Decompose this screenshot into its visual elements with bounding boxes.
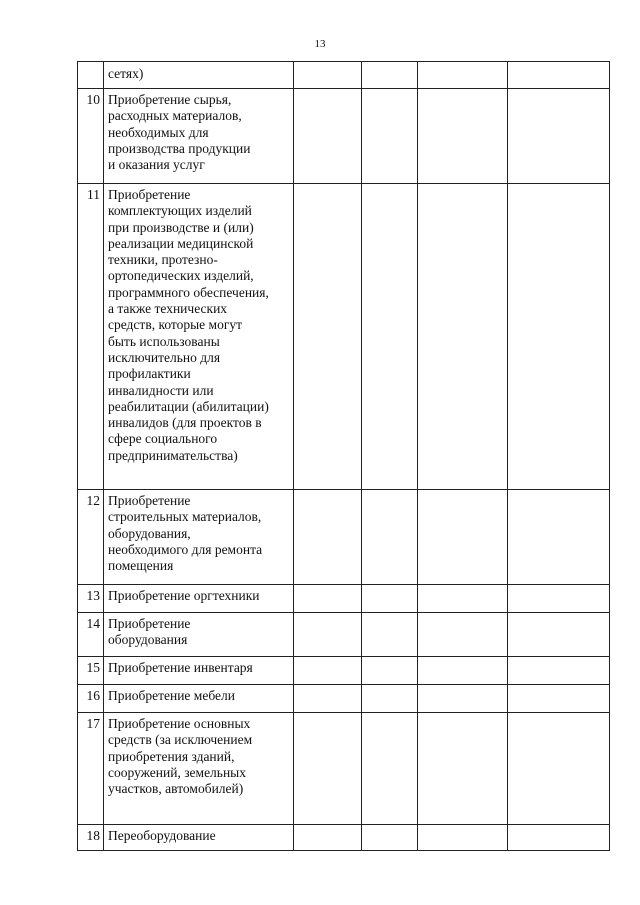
expense-item-line: предпринимательства): [108, 447, 238, 463]
expense-item-line: строительных материалов,: [108, 509, 262, 525]
empty-value-cell: [362, 685, 418, 713]
expense-item-line: и оказания услуг: [108, 157, 205, 173]
expense-item-line: Приобретение: [108, 493, 191, 508]
table-row: [78, 613, 610, 657]
table-row: [78, 685, 610, 713]
empty-value-cell: [294, 585, 362, 613]
empty-value-cell: [294, 613, 362, 657]
expense-item-line: оборудования,: [108, 525, 191, 541]
empty-value-cell: [418, 685, 508, 713]
empty-value-cell: [418, 89, 508, 184]
empty-value-cell: [508, 657, 610, 685]
empty-value-cell: [362, 490, 418, 585]
expense-item-line: необходимого для ремонта: [108, 541, 263, 557]
expense-item-line: Приобретение сырья,: [108, 92, 232, 107]
empty-value-cell: [362, 184, 418, 490]
expense-item-line: Приобретение: [108, 187, 191, 202]
expense-item-line: а также технических: [108, 301, 228, 317]
expense-item-line: оборудования: [108, 632, 188, 648]
empty-value-cell: [362, 585, 418, 613]
row-number: 12: [78, 490, 104, 585]
expense-item-line: ортопедических изделий,: [108, 268, 254, 284]
empty-value-cell: [508, 184, 610, 490]
expense-item-cell: [104, 184, 294, 490]
expense-item-line: исключительно для: [108, 349, 221, 365]
expense-item-line: необходимых для: [108, 124, 209, 140]
table-row: [78, 490, 610, 585]
page-number: 13: [314, 38, 326, 50]
expense-item-cell: [104, 657, 294, 685]
empty-value-cell: [418, 613, 508, 657]
expense-item-line: инвалидов (для проектов в: [108, 415, 262, 431]
expense-item-line: Приобретение оргтехники: [108, 588, 260, 603]
expense-item-line: сооружений, земельных: [108, 764, 246, 780]
row-number: 16: [78, 685, 104, 713]
empty-value-cell: [362, 657, 418, 685]
row-number: [78, 62, 104, 89]
row-number: 11: [78, 184, 104, 490]
empty-value-cell: [508, 585, 610, 613]
empty-value-cell: [508, 62, 610, 89]
expense-item-line: расходных материалов,: [108, 108, 242, 124]
empty-value-cell: [508, 490, 610, 585]
expense-item-line: приобретения зданий,: [108, 748, 235, 764]
expense-table: [77, 61, 610, 851]
expense-item-line: комплектующих изделий: [108, 203, 252, 219]
empty-value-cell: [294, 89, 362, 184]
expense-item-line: программного обеспечения,: [108, 284, 269, 300]
table-row: [78, 657, 610, 685]
table-row: [78, 825, 610, 851]
expense-item-line: участков, автомобилей): [108, 781, 244, 797]
expense-item-line: производства продукции: [108, 140, 251, 156]
expense-item-cell: [104, 89, 294, 184]
empty-value-cell: [508, 89, 610, 184]
empty-value-cell: [418, 585, 508, 613]
expense-item-cell: [104, 825, 294, 851]
table-row: [78, 89, 610, 184]
row-number: 18: [78, 825, 104, 851]
expense-item-line: сетях): [108, 66, 144, 81]
table-row: [78, 713, 610, 825]
expense-item-cell: [104, 713, 294, 825]
empty-value-cell: [418, 490, 508, 585]
empty-value-cell: [418, 657, 508, 685]
empty-value-cell: [294, 62, 362, 89]
expense-item-line: быть использованы: [108, 333, 220, 349]
empty-value-cell: [362, 613, 418, 657]
expense-item-line: Приобретение инвентаря: [108, 660, 253, 675]
empty-value-cell: [362, 89, 418, 184]
expense-item-line: при производстве и (или): [108, 219, 254, 235]
expense-item-cell: [104, 585, 294, 613]
empty-value-cell: [294, 184, 362, 490]
expense-item-line: Приобретение: [108, 616, 191, 631]
row-number: 10: [78, 89, 104, 184]
expense-item-line: средств (за исключением: [108, 732, 253, 748]
empty-value-cell: [362, 825, 418, 851]
expense-item-cell: [104, 685, 294, 713]
expense-item-cell: [104, 490, 294, 585]
row-number: 15: [78, 657, 104, 685]
expense-item-line: профилактики: [108, 366, 191, 382]
empty-value-cell: [418, 62, 508, 89]
empty-value-cell: [362, 62, 418, 89]
empty-value-cell: [508, 613, 610, 657]
expense-item-line: инвалидности или: [108, 382, 214, 398]
row-number: 13: [78, 585, 104, 613]
row-number: 14: [78, 613, 104, 657]
expense-item-line: Приобретение основных: [108, 716, 251, 731]
expense-item-line: сфере социального: [108, 431, 218, 447]
expense-item-line: Переоборудование: [108, 828, 216, 843]
table-row: [78, 62, 610, 89]
empty-value-cell: [418, 825, 508, 851]
empty-value-cell: [294, 657, 362, 685]
expense-item-cell: [104, 62, 294, 89]
empty-value-cell: [508, 825, 610, 851]
empty-value-cell: [508, 685, 610, 713]
row-number: 17: [78, 713, 104, 825]
empty-value-cell: [508, 713, 610, 825]
empty-value-cell: [362, 713, 418, 825]
empty-value-cell: [294, 713, 362, 825]
empty-value-cell: [294, 825, 362, 851]
empty-value-cell: [294, 490, 362, 585]
expense-item-line: реализации медицинской: [108, 235, 254, 251]
empty-value-cell: [418, 184, 508, 490]
empty-value-cell: [294, 685, 362, 713]
expense-item-line: Приобретение мебели: [108, 688, 235, 703]
table-row: [78, 184, 610, 490]
expense-item-line: средств, которые могут: [108, 317, 243, 333]
expense-item-line: помещения: [108, 558, 174, 574]
expense-item-line: техники, протезно-: [108, 252, 218, 268]
table-row: [78, 585, 610, 613]
expense-item-line: реабилитации (абилитации): [108, 398, 269, 414]
expense-item-cell: [104, 613, 294, 657]
empty-value-cell: [418, 713, 508, 825]
